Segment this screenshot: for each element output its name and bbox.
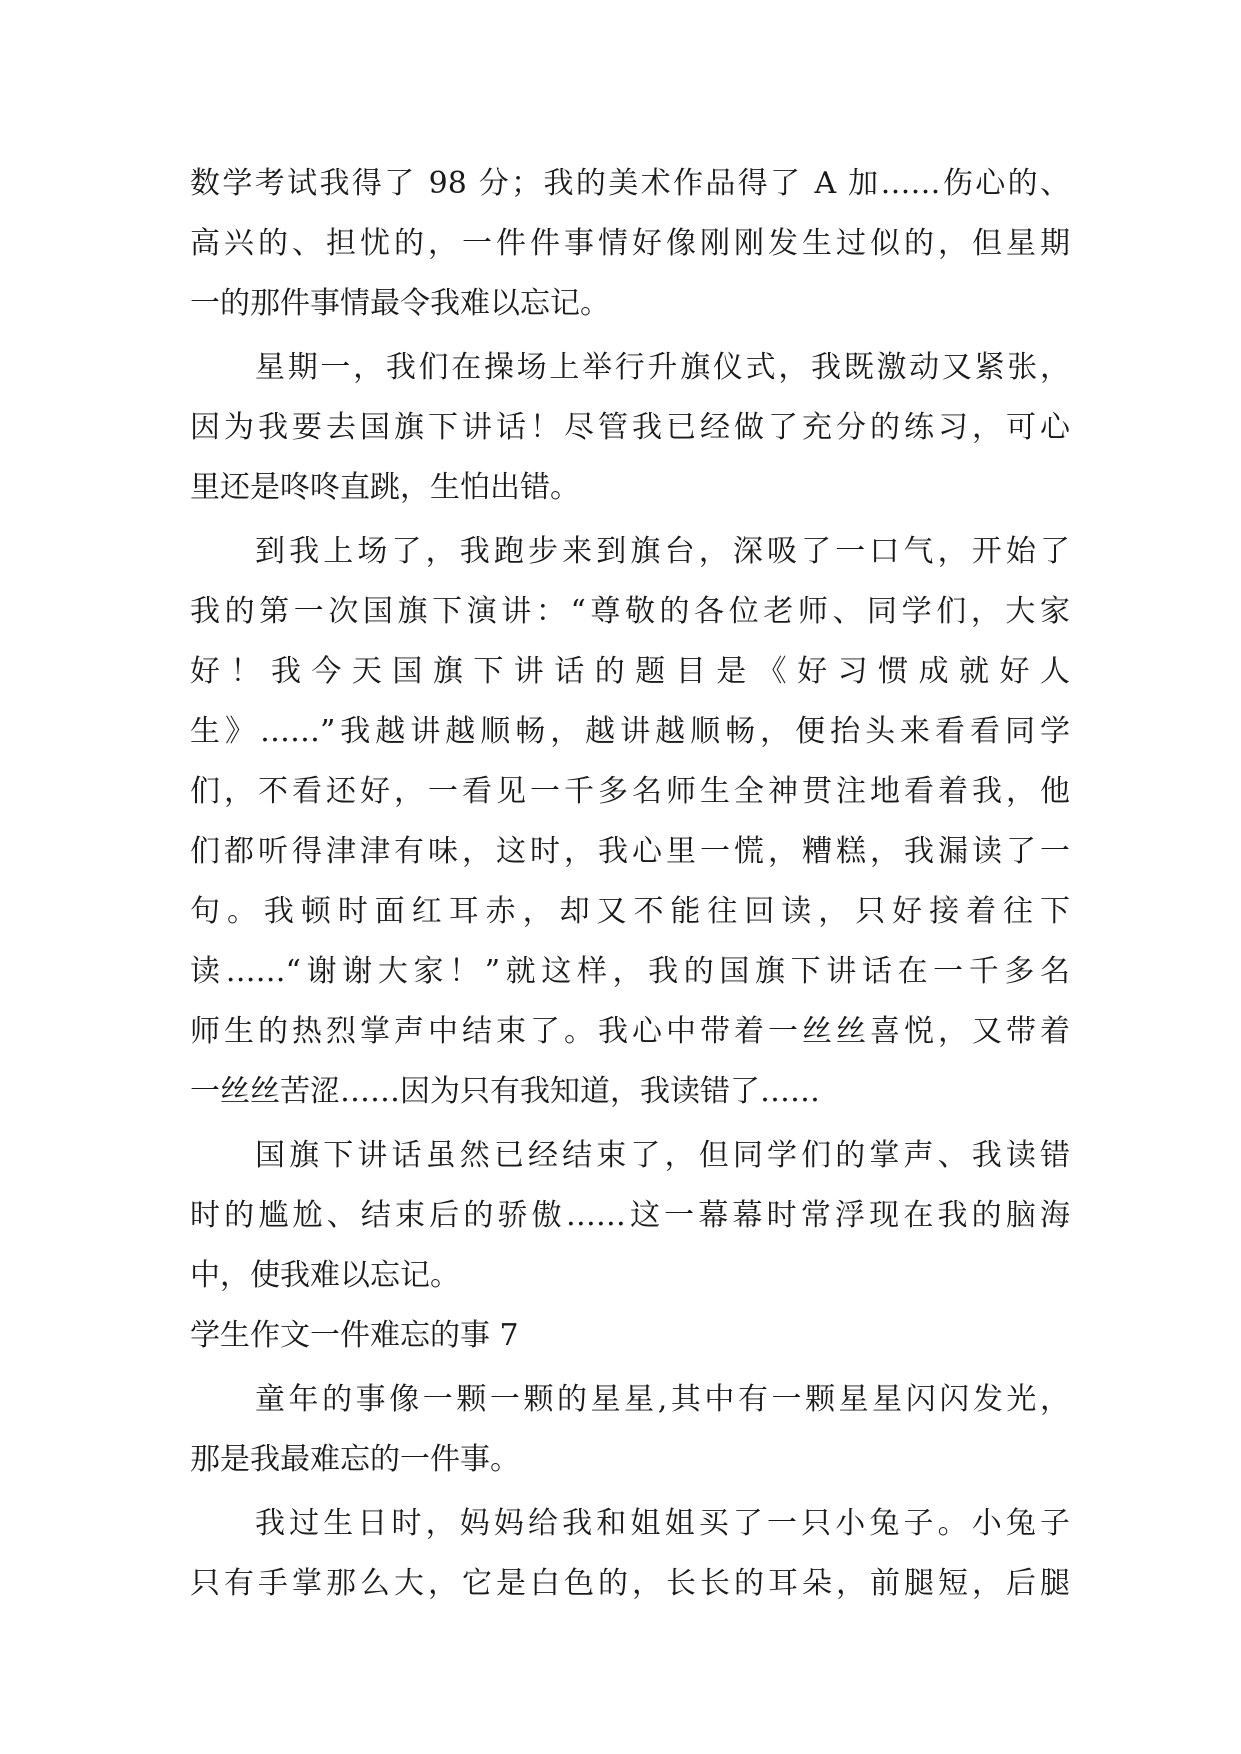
text-line: 生》……”我越讲越顺畅，越讲越顺畅，便抬头来看看同学 (190, 714, 1070, 749)
text-line: 高兴的、担忧的，一件件事情好像刚刚发生过似的，但星期 (190, 226, 1070, 261)
text-line: 好！我今天国旗下讲话的题目是《好习惯成就好人 (190, 654, 1070, 689)
text-line: 到我上场了，我跑步来到旗台，深吸了一口气，开始了 (255, 534, 1070, 569)
text-line: 童年的事像一颗一颗的星星,其中有一颗星星闪闪发光， (255, 1382, 1070, 1417)
text-line: 中，使我难以忘记。 (190, 1258, 460, 1293)
text-line: 星期一，我们在操场上举行升旗仪式，我既激动又紧张， (255, 350, 1070, 385)
section-heading: 学生作文一件难忘的事 7 (190, 1318, 519, 1353)
text-line: 因为我要去国旗下讲话！尽管我已经做了充分的练习，可心 (190, 410, 1070, 445)
text-line: 数学考试我得了 98 分；我的美术作品得了 A 加……伤心的、 (190, 166, 1070, 201)
text-line: 我过生日时，妈妈给我和姐姐买了一只小兔子。小兔子 (255, 1506, 1070, 1541)
text-line: 师生的热烈掌声中结束了。我心中带着一丝丝喜悦，又带着 (190, 1014, 1070, 1049)
text-line: 我的第一次国旗下演讲：“尊敬的各位老师、同学们，大家 (190, 594, 1070, 629)
text-line: 们都听得津津有味，这时，我心里一慌，糟糕，我漏读了一 (190, 834, 1070, 869)
text-line: 那是我最难忘的一件事。 (190, 1442, 520, 1477)
text-line: 只有手掌那么大，它是白色的，长长的耳朵，前腿短，后腿 (190, 1566, 1070, 1601)
text-line: 们，不看还好，一看见一千多名师生全神贯注地看着我，他 (190, 774, 1070, 809)
text-line: 国旗下讲话虽然已经结束了，但同学们的掌声、我读错 (255, 1138, 1070, 1173)
text-line: 时的尴尬、结束后的骄傲……这一幕幕时常浮现在我的脑海 (190, 1198, 1070, 1233)
text-line: 读……“谢谢大家！”就这样，我的国旗下讲话在一千多名 (190, 954, 1070, 989)
text-line: 一丝丝苦涩……因为只有我知道，我读错了…… (190, 1074, 820, 1109)
text-line: 句。我顿时面红耳赤，却又不能往回读，只好接着往下 (190, 894, 1070, 929)
text-line: 里还是咚咚直跳，生怕出错。 (190, 470, 580, 505)
text-line: 一的那件事情最令我难以忘记。 (190, 286, 610, 321)
